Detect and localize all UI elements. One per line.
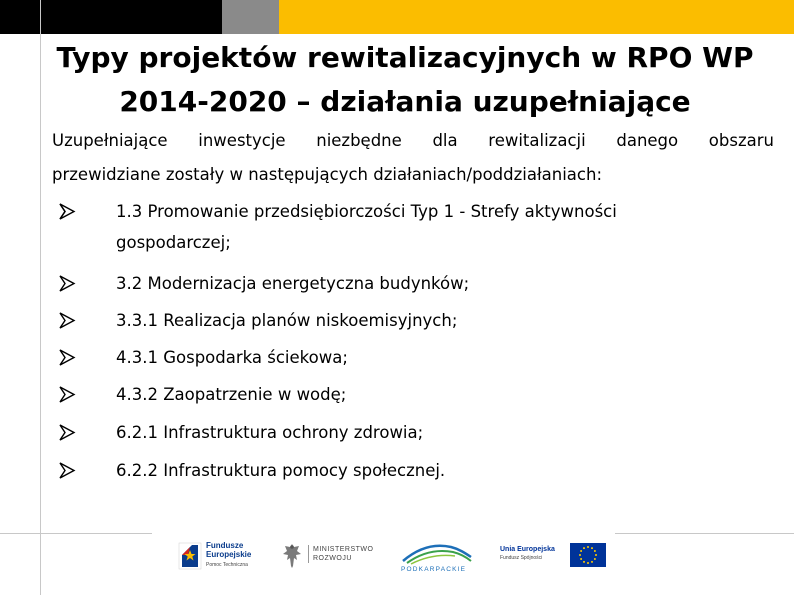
- fe-logo-text: [206, 541, 251, 570]
- region-wave-icon: [399, 539, 475, 565]
- fe-star-icon: [178, 541, 202, 571]
- fe-logo-line1: Fundusze: [206, 541, 244, 550]
- list-item-line2: gospodarczej;: [116, 233, 231, 252]
- region-logo-text: PODKARPACKIE: [401, 566, 467, 573]
- ministry-logo-line1: MINISTERSTWO: [313, 546, 374, 553]
- header-bar-black: [0, 0, 222, 34]
- intro-word: Uzupełniające: [52, 131, 168, 150]
- ministry-logo: [280, 539, 385, 575]
- fe-logo: [178, 539, 268, 575]
- eu-logo-line2: Fundusz Spójności: [500, 555, 543, 561]
- intro-word: danego: [616, 131, 679, 150]
- intro-word: obszaru: [708, 131, 774, 150]
- arrow-bullet-icon: [56, 379, 78, 410]
- eu-logo: [500, 539, 610, 575]
- intro-word: inwestycje: [198, 131, 286, 150]
- ministry-logo-line2: ROZWOJU: [313, 555, 352, 562]
- fe-logo-line2: Europejskie: [206, 550, 252, 559]
- footer-line-left: [0, 533, 152, 534]
- slide-title: [40, 36, 770, 124]
- eu-logo-line1: Unia Europejska: [500, 546, 555, 553]
- arrow-bullet-icon: [56, 268, 78, 299]
- list-item-text: 4.3.2 Zaopatrzenie w wodę;: [116, 385, 347, 404]
- slide-title-line1: Typy projektów rewitalizacyjnych w RPO WP: [56, 41, 754, 74]
- list-item-text: 3.3.1 Realizacja planów niskoemisyjnych;: [116, 311, 458, 330]
- ministry-logo-text: [308, 545, 373, 563]
- arrow-bullet-icon: [56, 305, 78, 336]
- arrow-bullet-icon: [56, 342, 78, 373]
- eu-logo-text: [500, 545, 555, 563]
- intro-word: dla: [432, 131, 458, 150]
- arrow-bullet-icon: [56, 455, 78, 486]
- list-item-text: 3.2 Modernizacja energetyczna budynków;: [116, 274, 470, 293]
- region-logo: [397, 539, 477, 575]
- intro-word: niezbędne: [316, 131, 402, 150]
- intro-line1: [52, 124, 774, 158]
- list-item-text: 6.2.2 Infrastruktura pomocy społecznej.: [116, 461, 446, 480]
- footer-logos: [170, 533, 610, 583]
- intro-paragraph: [52, 124, 774, 192]
- intro-word: rewitalizacji: [488, 131, 586, 150]
- eagle-emblem-icon: [280, 541, 304, 571]
- list-item-text: [116, 196, 736, 258]
- fe-logo-line3: Pomoc Techniczna: [206, 562, 248, 568]
- footer-line-right: [615, 533, 794, 534]
- list-item-text: 6.2.1 Infrastruktura ochrony zdrowia;: [116, 423, 424, 442]
- intro-line2: przewidziane zostały w następujących działaniach/poddziałaniach:: [52, 165, 603, 184]
- eu-flag-icon: [570, 543, 606, 567]
- header-bar-gray: [222, 0, 279, 34]
- list-item-line1: 1.3 Promowanie przedsiębiorczości Typ 1 - Strefy aktywności: [116, 202, 617, 221]
- arrow-bullet-icon: [56, 417, 78, 448]
- list-item-text: 4.3.1 Gospodarka ściekowa;: [116, 348, 348, 367]
- header-bar-yellow: [279, 0, 794, 34]
- arrow-bullet-icon: [56, 196, 78, 227]
- slide-title-line2: 2014-2020 – działania uzupełniające: [119, 85, 691, 118]
